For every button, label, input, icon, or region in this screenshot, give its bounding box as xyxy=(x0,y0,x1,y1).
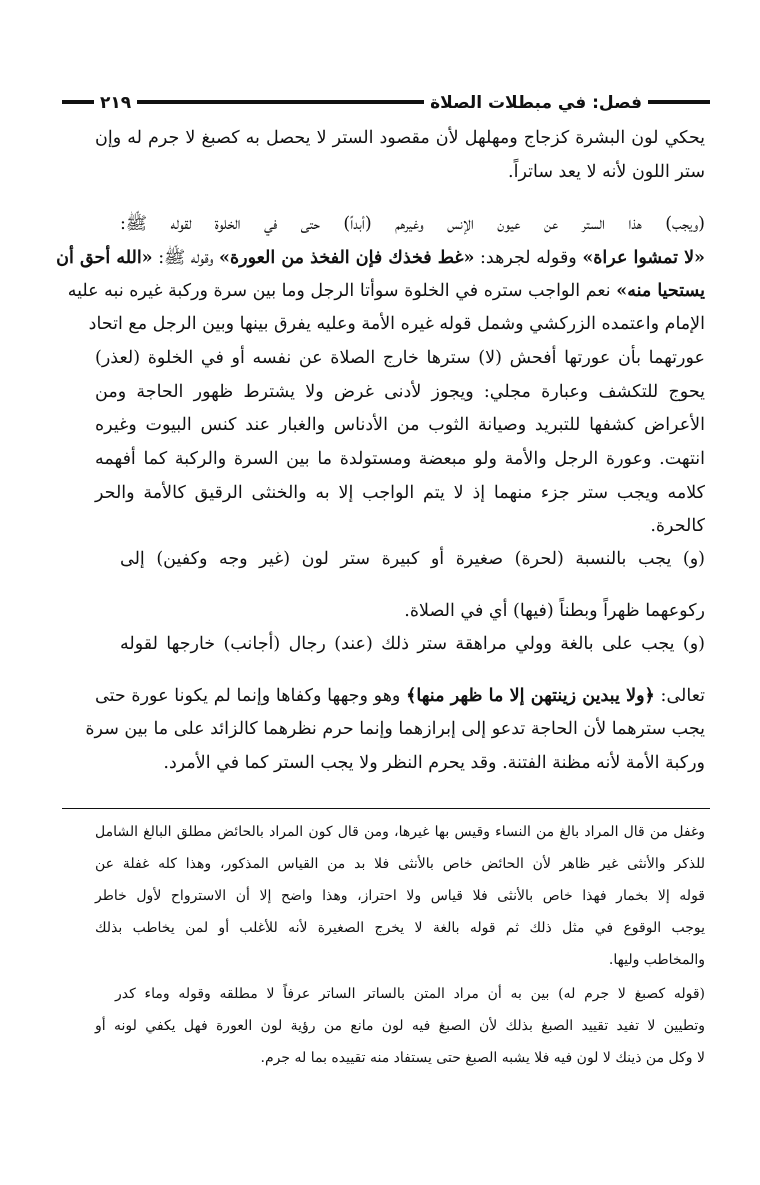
footnote-line: والمخاطب وليها. xyxy=(608,952,705,968)
footnote-line: لا وكل من ذينك لا لون فيه فلا يشبه الصبغ حتى يستفاد منه تقييده بما له جرم. xyxy=(260,1050,705,1066)
chapter-title: فصل: في مبطلات الصلاة xyxy=(424,92,648,114)
text-line xyxy=(95,481,705,505)
text-segment: يحوج للتكشف وعبارة مجلي: ويجوز لأدنى غرض ولا يشترط ظهور الحاجة ومن xyxy=(95,382,705,402)
text-line xyxy=(120,212,705,236)
text-line xyxy=(88,312,705,336)
text-segment: الإمام واعتمده الزركشي وشمل قوله غيره الأمة وعليه يفرق بينها وبين الرجل مع اتحاد xyxy=(88,314,705,334)
footnote-line: قوله إلا بخمار فهذا خاص بالأنثى فلا قياس ولا احتراز، وهذا واضح إلا أن الاسترواح لأول خاطر xyxy=(95,888,705,904)
text-segment: وقوله لجرهد: xyxy=(474,248,583,268)
text-line xyxy=(95,751,705,775)
quoted-text: يستحيا منه» xyxy=(616,281,705,301)
quoted-text: ﴿ولا يبدين زينتهن إلا ما ظهر منها﴾ xyxy=(406,686,655,706)
text-segment: (و) يجب بالنسبة (لحرة) صغيرة أو كبيرة ستر لون (غير وجه وكفين) إلى xyxy=(120,549,705,569)
running-header xyxy=(62,92,710,116)
text-line xyxy=(95,380,705,404)
text-segment: (ويجب) هذا الستر عن عيون الإنس وغيرهم (أبداً) حتى في الخلوة لقوله ﷺ: xyxy=(120,214,705,234)
text-line xyxy=(67,279,705,303)
text-segment: الأعراض كشفها للتبريد وصيانة الثوب من الأدناس والغبار عند كنس البيوت وغيره xyxy=(95,415,705,435)
text-segment: ركوعهما ظهراً وبطناً (فيها) أي في الصلاة. xyxy=(404,601,705,621)
text-segment: كلامه ويجب ستر جزء منهما إذ لا يتم الواجب إلا به والخنثى الرقيق كالأمة والحر xyxy=(95,483,705,503)
text-line xyxy=(120,632,705,656)
footnote-line: يوجب الوقوع في مثل ذلك ثم قوله بالغة لا يخرج الصغيرة لأنه للأغلب أو لمن يخاطب بذلك xyxy=(95,920,705,936)
text-line xyxy=(95,126,705,150)
quoted-text: «الله أحق أن xyxy=(56,248,153,268)
page-number: ٢١٩ xyxy=(94,92,137,114)
text-segment: كالحرة. xyxy=(650,516,705,536)
footnote-separator xyxy=(62,808,710,809)
text-segment: عورتهما بأن عورتها أفحش (لا) سترها خارج الصلاة عن نفسه أو في الخلوة (لعذر) xyxy=(95,348,705,368)
text-line xyxy=(95,160,705,184)
footnote-line: وتطيين لا تفيد تقييد الصبغ بذلك لأن الصبغ فيه لون مانع من رؤية لون العورة فهل يكفي لونه أو xyxy=(95,1018,705,1034)
text-line xyxy=(56,246,705,270)
footnote-line: وغفل من قال المراد بالغ من النساء وقيس بها غيرها، ومن قال كون المراد بالحائض مطلق البالغ الشامل xyxy=(95,824,705,840)
text-segment: انتهت. وعورة الرجل والأمة ولو مبعضة ومستولدة ما بين السرة والركبة كما أفهمه xyxy=(95,449,705,469)
text-segment: تعالى: xyxy=(654,686,706,706)
text-segment: نعم الواجب ستره في الخلوة سوأتا الرجل وما بين سرة وركبة غيره نبه عليه xyxy=(67,281,617,301)
text-segment: ستر اللون لأنه لا يعد ساتراً. xyxy=(508,162,705,182)
quoted-text: «غط فخذك فإن الفخذ من العورة» xyxy=(219,248,475,268)
footnote-line: (قوله كصبغ لا جرم له) بين به أن مراد المتن بالساتر الساتر عرفاً لا مطلقه وقوله وماء كدر xyxy=(115,986,705,1002)
text-line xyxy=(85,717,705,741)
text-segment: يحكي لون البشرة كزجاج ومهلهل لأن مقصود الستر لا يحصل به كصبغ لا جرم له وإن xyxy=(95,128,705,148)
footnote-line: للذكر والأنثى غير ظاهر لأن الحائض خاص بالأنثى فلا بد من القياس المذكور، وهذا كله غفلة عن xyxy=(95,856,705,872)
text-line xyxy=(95,684,705,708)
text-segment: وهو وجهها وكفاها وإنما لم يكونا عورة حتى xyxy=(95,686,407,706)
text-segment: (و) يجب على بالغة وولي مراهقة ستر ذلك (عند) رجال (أجانب) خارجها لقوله xyxy=(120,634,705,654)
quoted-text: «لا تمشوا عراة» xyxy=(582,248,705,268)
text-segment: وركبة الأمة لأنه مظنة الفتنة. وقد يحرم النظر ولا يجب الستر كما في الأمرد. xyxy=(163,753,705,773)
text-line xyxy=(95,413,705,437)
text-line xyxy=(95,346,705,370)
text-line xyxy=(120,547,705,571)
text-segment: وقوله ﷺ: xyxy=(152,248,220,268)
text-segment: يجب سترهما لأن الحاجة تدعو إلى إبرازهما وإنما حرم نظرهما كالزائد على ما بين سرة xyxy=(85,719,705,739)
text-line xyxy=(95,447,705,471)
text-line xyxy=(95,514,705,538)
text-line xyxy=(95,599,705,623)
